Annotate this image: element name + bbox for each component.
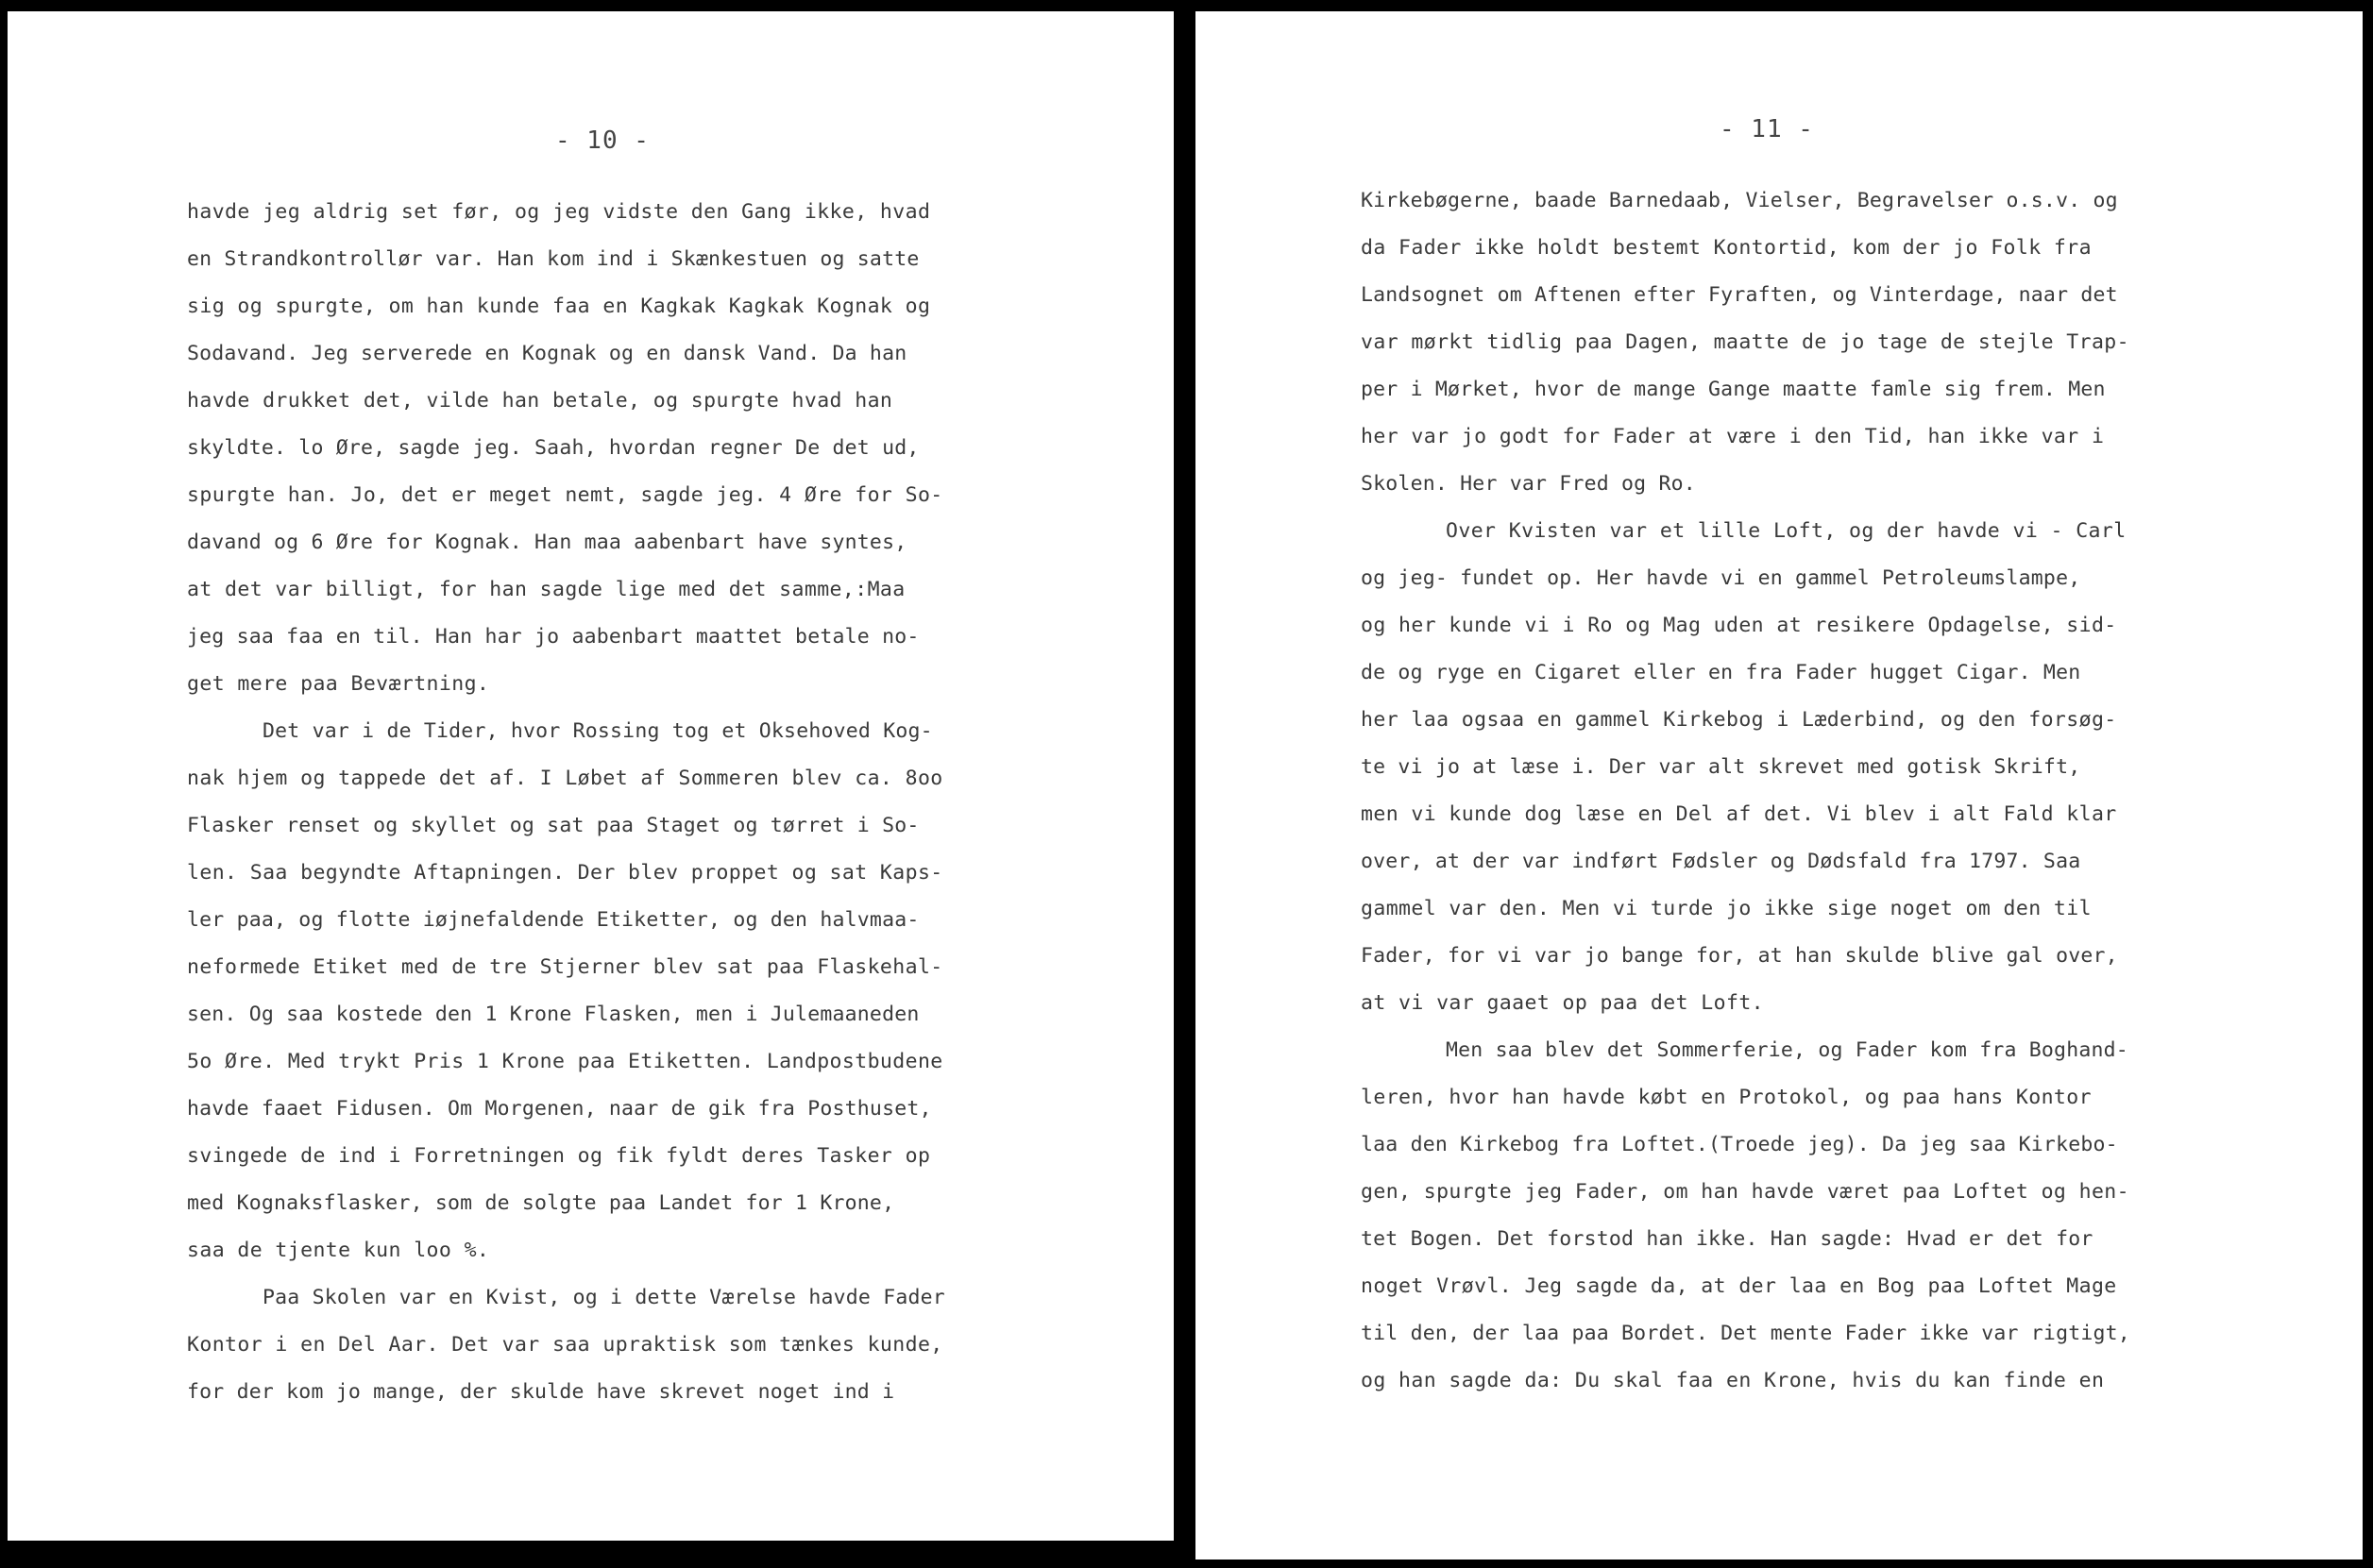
text-line: havde faaet Fidusen. Om Morgenen, naar de gik fra Posthuset, (187, 1097, 932, 1121)
text-line: get mere paa Beværtning. (187, 672, 490, 696)
text-line: og jeg- fundet op. Her havde vi en gammel Petroleumslampe, (1361, 566, 2081, 590)
text-line: for der kom jo mange, der skulde have skrevet noget ind i (187, 1380, 895, 1404)
text-line: saa de tjente kun loo %. (187, 1239, 490, 1262)
text-line: spurgte han. Jo, det er meget nemt, sagde jeg. 4 Øre for So- (187, 483, 943, 507)
text-line: en Strandkontrollør var. Han kom ind i Skænkestuen og satte (187, 247, 920, 271)
text-line: gen, spurgte jeg Fader, om han havde været paa Loftet og hen- (1361, 1180, 2129, 1204)
text-line: laa den Kirkebog fra Loftet.(Troede jeg). Da jeg saa Kirkebo- (1361, 1133, 2118, 1156)
text-line: over, at der var indført Fødsler og Dødsfald fra 1797. Saa (1361, 850, 2081, 873)
text-line: med Kognaksflasker, som de solgte paa Landet for 1 Krone, (187, 1191, 895, 1215)
text-line: Skolen. Her var Fred og Ro. (1361, 472, 1696, 496)
text-line: nak hjem og tappede det af. I Løbet af Sommeren blev ca. 8oo (187, 767, 943, 790)
text-line: svingede de ind i Forretningen og fik fyldt deres Tasker op (187, 1144, 931, 1168)
text-line: len. Saa begyndte Aftapningen. Der blev proppet og sat Kaps- (187, 861, 943, 885)
text-line: Kirkebøgerne, baade Barnedaab, Vielser, Begravelser o.s.v. og (1361, 189, 2118, 212)
text-line: og her kunde vi i Ro og Mag uden at resikere Opdagelse, sid- (1361, 614, 2117, 637)
text-line: davand og 6 Øre for Kognak. Han maa aabenbart have syntes, (187, 531, 907, 554)
text-line: Landsognet om Aftenen efter Fyraften, og Vinterdage, naar det (1361, 283, 2118, 307)
text-line: gammel var den. Men vi turde jo ikke sige noget om den til (1361, 897, 2092, 920)
text-line: havde drukket det, vilde han betale, og spurgte hvad han (187, 389, 893, 413)
text-line: per i Mørket, hvor de mange Gange maatte famle sig frem. Men (1361, 378, 2106, 401)
text-line: til den, der laa paa Bordet. Det mente Fader ikke var rigtigt, (1361, 1322, 2130, 1345)
text-line: de og ryge en Cigaret eller en fra Fader hugget Cigar. Men (1361, 661, 2081, 684)
text-line: at det var billigt, for han sagde lige med det samme,:Maa (187, 578, 906, 601)
page-number: - 10 - (555, 126, 650, 155)
text-line: sig og spurgte, om han kunde faa en Kagkak Kagkak Kognak og (187, 295, 931, 318)
text-line: skyldte. lo Øre, sagde jeg. Saah, hvordan regner De det ud, (187, 436, 920, 460)
text-line: Over Kvisten var et lille Loft, og der havde vi - Carl (1446, 519, 2127, 543)
text-line: neformede Etiket med de tre Stjerner blev sat paa Flaskehal- (187, 955, 943, 979)
text-line: Kontor i en Del Aar. Det var saa upraktisk som tænkes kunde, (187, 1333, 943, 1357)
page-number: - 11 - (1720, 115, 1814, 143)
text-line: da Fader ikke holdt bestemt Kontortid, kom der jo Folk fra (1361, 236, 2092, 260)
text-line: sen. Og saa kostede den 1 Krone Flasken, men i Julemaaneden (187, 1003, 920, 1026)
text-line: her laa ogsaa en gammel Kirkebog i Læderbind, og den forsøg- (1361, 708, 2117, 732)
text-line: at vi var gaaet op paa det Loft. (1361, 991, 1765, 1015)
page-right (1195, 11, 2363, 1560)
text-line: Paa Skolen var en Kvist, og i dette Værelse havde Fader (263, 1286, 945, 1309)
text-line: leren, hvor han havde købt en Protokol, og paa hans Kontor (1361, 1086, 2092, 1109)
text-line: Fader, for vi var jo bange for, at han skulde blive gal over, (1361, 944, 2118, 968)
text-line: te vi jo at læse i. Der var alt skrevet med gotisk Skrift, (1361, 755, 2081, 779)
text-line: Det var i de Tider, hvor Rossing tog et Oksehoved Kog- (263, 719, 933, 743)
page-left (8, 11, 1174, 1541)
text-line: her var jo godt for Fader at være i den Tid, han ikke var i (1361, 425, 2105, 448)
page-body (1361, 177, 2324, 1405)
text-line: tet Bogen. Det forstod han ikke. Han sagde: Hvad er det for (1361, 1227, 2093, 1251)
text-line: og han sagde da: Du skal faa en Krone, hvis du kan finde en (1361, 1369, 2105, 1392)
text-line: noget Vrøvl. Jeg sagde da, at der laa en Bog paa Loftet Mage (1361, 1274, 2117, 1298)
text-line: Sodavand. Jeg serverede en Kognak og en dansk Vand. Da han (187, 342, 907, 365)
text-line: ler paa, og flotte iøjnefaldende Etiketter, og den halvmaa- (187, 908, 920, 932)
text-line: men vi kunde dog læse en Del af det. Vi blev i alt Fald klar (1361, 802, 2117, 826)
text-line: jeg saa faa en til. Han har jo aabenbart maattet betale no- (187, 625, 920, 649)
text-line: Men saa blev det Sommerferie, og Fader kom fra Boghand- (1446, 1038, 2128, 1062)
text-line: Flasker renset og skyllet og sat paa Staget og tørret i So- (187, 814, 920, 837)
text-line: var mørkt tidlig paa Dagen, maatte de jo tage de stejle Trap- (1361, 330, 2129, 354)
text-line: havde jeg aldrig set før, og jeg vidste den Gang ikke, hvad (187, 200, 931, 224)
page-body (187, 189, 1131, 1416)
text-line: 5o Øre. Med trykt Pris 1 Krone paa Etiketten. Landpostbudene (187, 1050, 943, 1073)
